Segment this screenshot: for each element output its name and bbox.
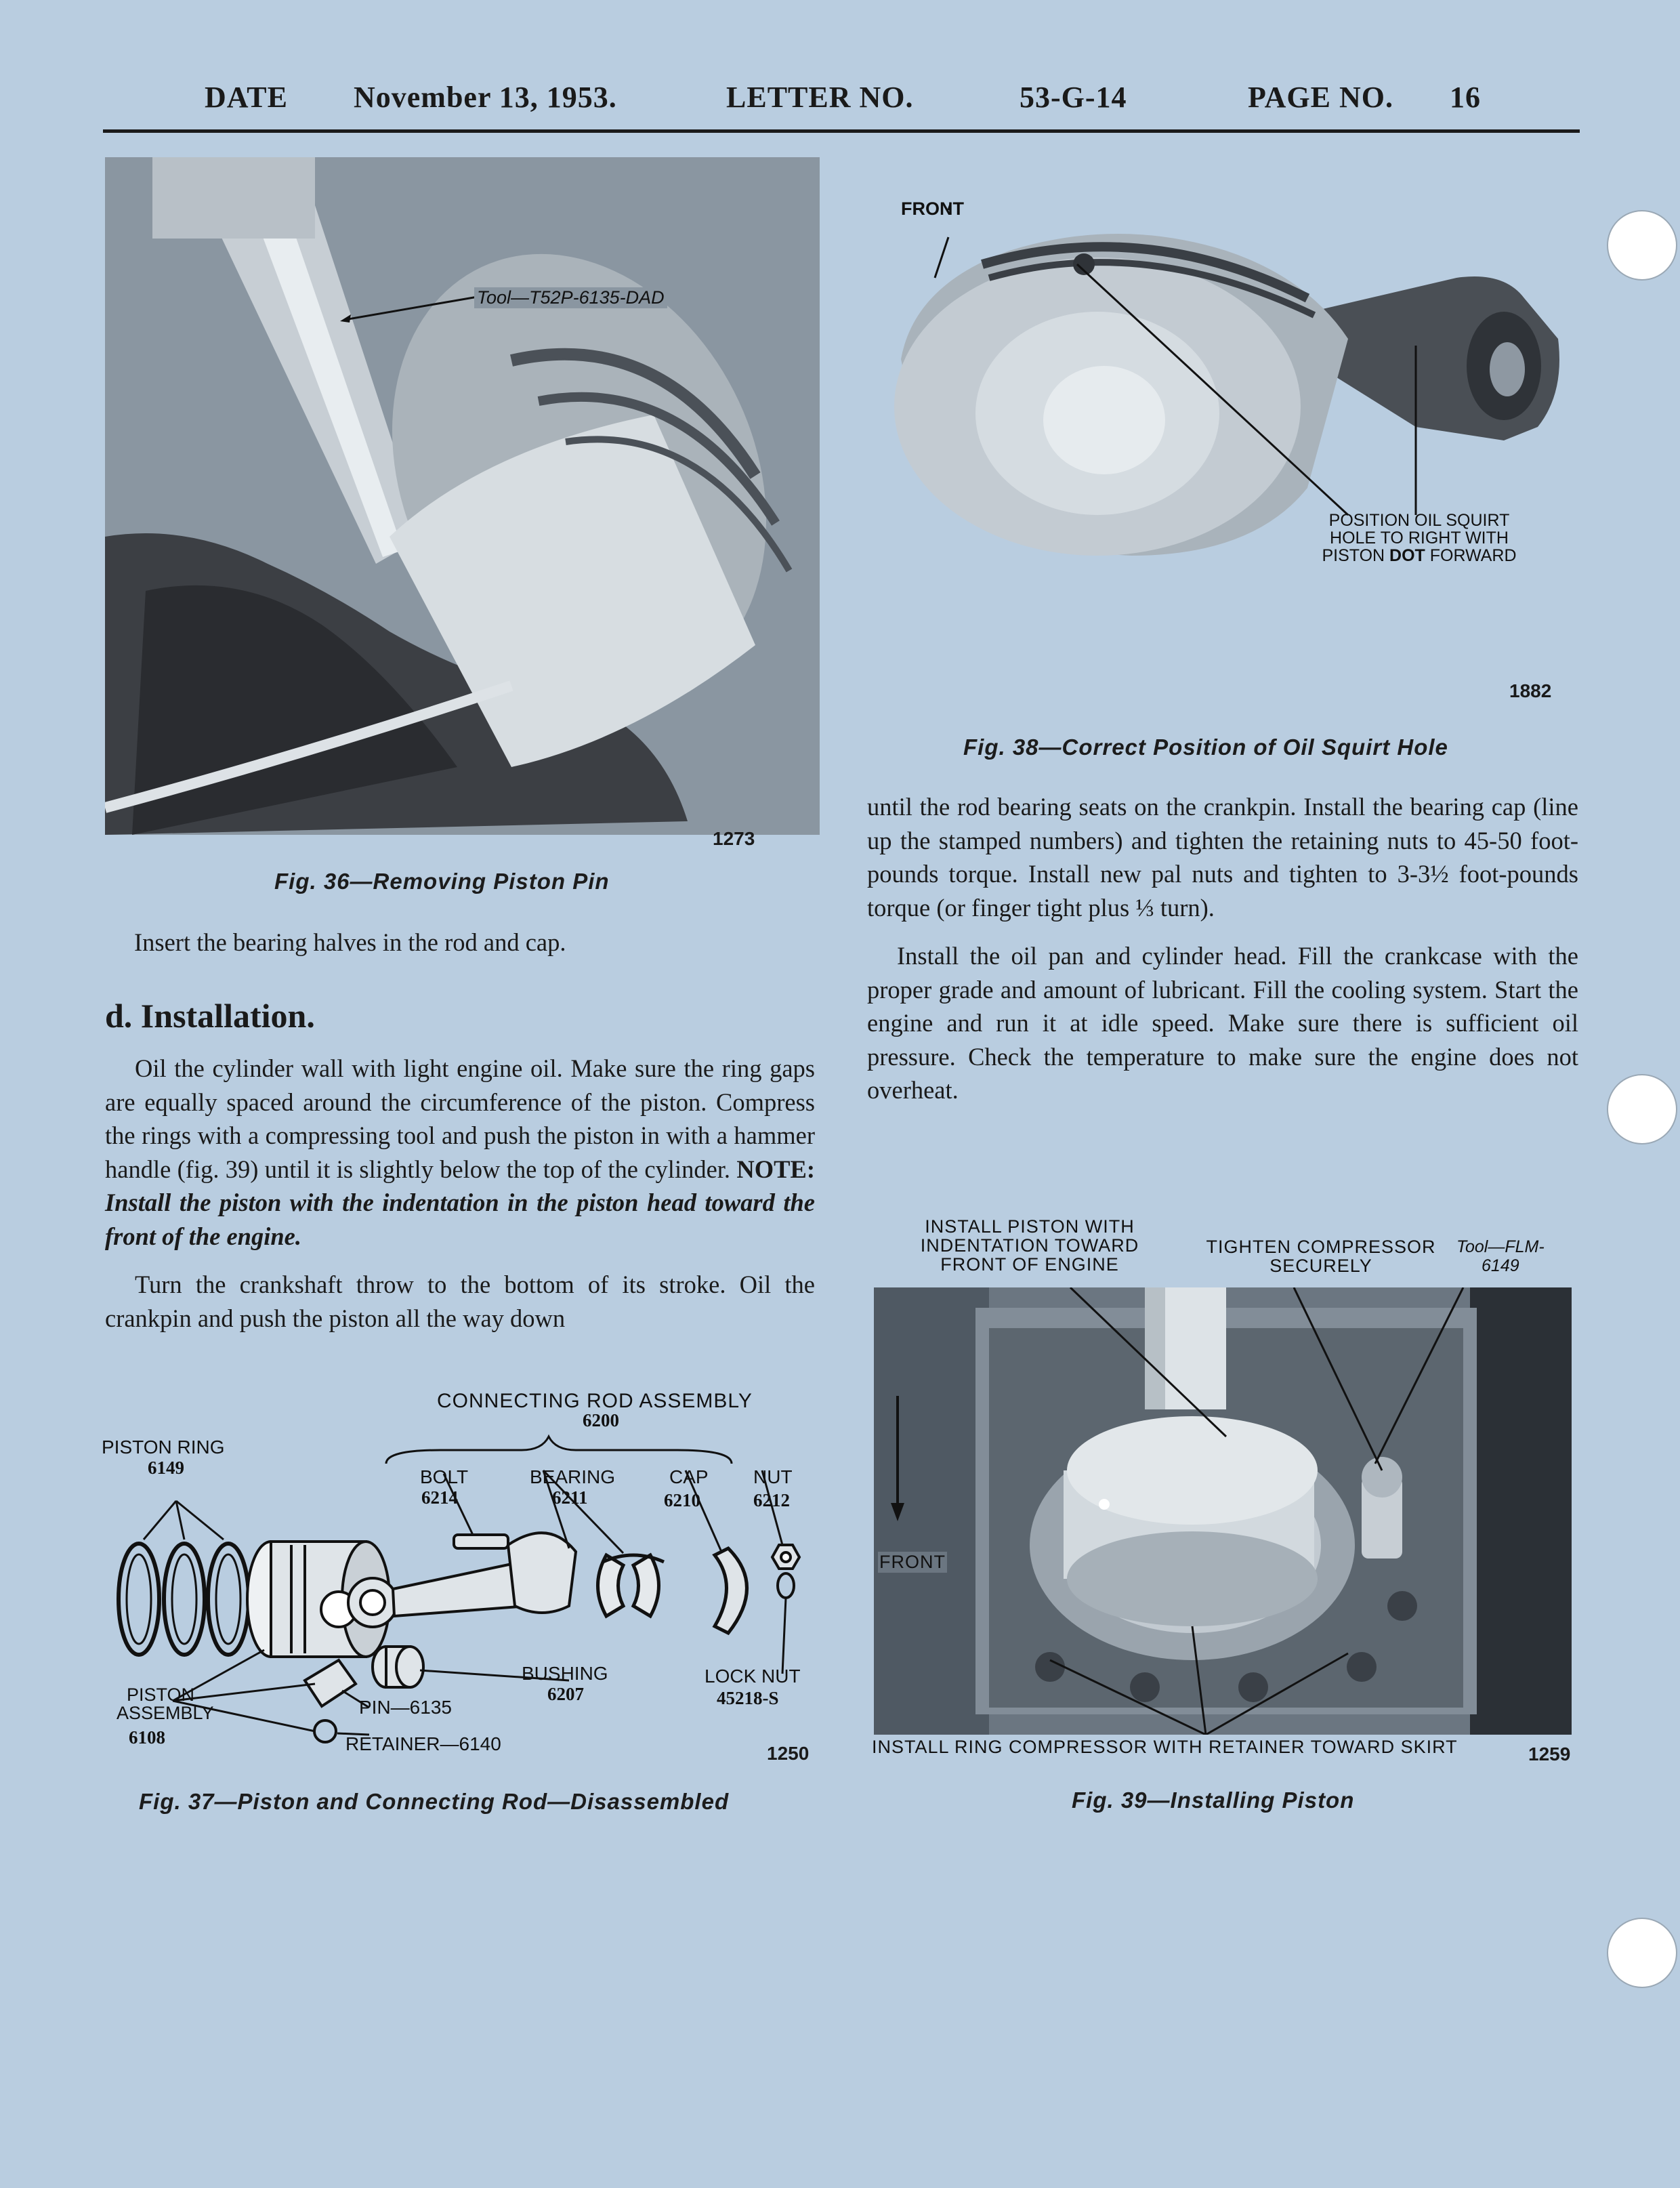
fig37-lock-nut-number: 45218-S	[717, 1688, 779, 1708]
left-paragraph-2: Turn the crankshaft throw to the bottom of its stroke. Oil the crankpin and push the piston all the way down	[105, 1271, 815, 1332]
fig38-number: 1882	[1509, 680, 1552, 701]
bearing	[598, 1555, 665, 1616]
fig37-caption: Fig. 37—Piston and Connecting Rod—Disassembled	[139, 1789, 730, 1814]
right-paragraph-2: Install the oil pan and cylinder head. Fill the crankcase with the proper grade and amount of lubricant. Fill the cooling system. Start the engine and run it at idle speed. Make sure there is sufficient oil pressure. Check the temperature to make sure the engine does not overheat.	[867, 942, 1578, 1104]
section-heading-installation: d. Installation.	[105, 997, 315, 1035]
fig39-bottom-label: INSTALL RING COMPRESSOR WITH RETAINER TOWARD SKIRT	[872, 1737, 1458, 1757]
fig37-piston-assembly-label: PISTON ASSEMBLY	[117, 1685, 214, 1723]
fig39-tool-line-2: 6149	[1482, 1256, 1519, 1275]
fig39-label-tighten-line-1: TIGHTEN COMPRESSOR	[1206, 1237, 1436, 1257]
binder-hole-top	[1607, 210, 1677, 281]
header-page-value: 16	[1450, 81, 1481, 114]
fig39-label-indentation-line-2: INDENTATION TOWARD	[920, 1235, 1139, 1256]
fig39-front-label: FRONT	[879, 1552, 946, 1572]
header-rule	[103, 129, 1580, 133]
note-label: NOTE:	[736, 1155, 816, 1183]
header-letter-label: LETTER NO.	[726, 81, 914, 114]
fig39-photo	[874, 1287, 1572, 1735]
left-paragraph-1-text: Oil the cylinder wall with light engine oil. Make sure the ring gaps are equally spaced around the circumference of the piston. Compress the rings with a compressing tool and push the piston in with a hammer handle (fig. 39) until it is slightly below the top of the cylinder.	[105, 1054, 815, 1183]
note-text: Install the piston with the indentation in the piston head toward the front of the engine.	[105, 1189, 815, 1250]
fig37-bearing-number: 6211	[552, 1487, 588, 1508]
left-intro-text: Insert the bearing halves in the rod and cap.	[134, 928, 566, 956]
fig39-number: 1259	[1528, 1743, 1571, 1764]
fig39-caption: Fig. 39—Installing Piston	[1072, 1788, 1355, 1813]
fig37-piston-ring-number: 6149	[148, 1458, 184, 1478]
cap	[715, 1548, 747, 1633]
fig39-label-tighten-line-2: SECURELY	[1269, 1256, 1372, 1276]
fig39-label-indentation	[901, 1217, 1158, 1274]
fig38-callout-dot-emphasis: DOT	[1389, 546, 1425, 565]
header-page-label: PAGE NO.	[1248, 81, 1393, 114]
binder-hole-middle	[1607, 1074, 1677, 1144]
fig39-tool-label	[1456, 1237, 1545, 1275]
fig38-callout	[1304, 512, 1534, 564]
fig36-callout-leader	[339, 285, 481, 325]
left-body	[105, 1052, 815, 1350]
fig37-assembly-number: 6200	[583, 1410, 619, 1430]
fig38-front-label: FRONT	[901, 199, 964, 219]
piston-rings	[119, 1544, 249, 1655]
fig36-tool-label: Tool—T52P-6135-DAD	[474, 287, 667, 308]
fig37-bolt-number: 6214	[421, 1487, 458, 1508]
fig36-caption: Fig. 36—Removing Piston Pin	[274, 869, 610, 894]
fig38-callout-line-2: HOLE TO RIGHT WITH	[1330, 529, 1509, 548]
fig36-number: 1273	[713, 828, 755, 849]
header-date-value: November 13, 1953.	[354, 81, 617, 114]
fig38-callout-line-1: POSITION OIL SQUIRT	[1328, 511, 1510, 530]
retainer	[314, 1720, 336, 1742]
fig39-label-indentation-line-1: INSTALL PISTON WITH	[925, 1216, 1135, 1237]
header-letter-value: 53-G-14	[1020, 81, 1127, 114]
fig39-label-tighten	[1196, 1237, 1446, 1275]
fig37-assembly-title: CONNECTING ROD ASSEMBLY	[437, 1390, 753, 1412]
fig37-bushing-number: 6207	[547, 1684, 584, 1704]
fig39-label-indentation-line-3: FRONT OF ENGINE	[940, 1254, 1119, 1275]
fig38-callout-line-3c: FORWARD	[1429, 546, 1517, 565]
right-paragraph-1: until the rod bearing seats on the crankpin. Install the bearing cap (line up the stamped numbers) and tighten the retaining nuts to 45-50 foot-pounds torque. Install new pal nuts and tighten to 3-3½ foot-pounds torque (or finger tight plus ⅓ turn).	[867, 793, 1578, 922]
fig37-piston-assembly-number: 6108	[129, 1727, 165, 1748]
fig36-illustration	[105, 157, 820, 835]
fig37-bolt-label: BOLT	[420, 1466, 469, 1487]
nut	[772, 1545, 799, 1598]
left-intro	[134, 926, 812, 959]
fig37-cap-label: CAP	[669, 1466, 709, 1487]
fig37-piston-ring-label: PISTON RING	[102, 1437, 225, 1458]
fig37-retainer-label: RETAINER—6140	[345, 1733, 501, 1754]
right-body	[867, 790, 1578, 1122]
fig37-nut-label: NUT	[753, 1466, 793, 1487]
fig37-cap-number: 6210	[664, 1490, 700, 1510]
bushing	[373, 1647, 423, 1687]
left-paragraph-1	[105, 1052, 815, 1253]
fig39-tool-line-1: Tool—FLM-	[1456, 1237, 1545, 1256]
fig37-number: 1250	[767, 1743, 810, 1764]
fig38-callout-line-3	[1304, 547, 1534, 564]
binder-hole-bottom	[1607, 1918, 1677, 1988]
fig37-bearing-label: BEARING	[530, 1466, 616, 1487]
fig37-nut-number: 6212	[753, 1490, 790, 1510]
header-date-label: DATE	[205, 81, 288, 114]
fig37-pin-label: PIN—6135	[359, 1697, 452, 1718]
bolt	[454, 1535, 508, 1548]
fig37-lock-nut-label: LOCK NUT	[705, 1666, 801, 1687]
fig39-illustration	[874, 1287, 1572, 1735]
fig37-bushing-label: BUSHING	[522, 1663, 608, 1684]
fig38-callout-line-3a: PISTON	[1322, 546, 1385, 565]
fig36-photo	[105, 157, 820, 835]
fig38-caption: Fig. 38—Correct Position of Oil Squirt Hole	[963, 735, 1448, 760]
